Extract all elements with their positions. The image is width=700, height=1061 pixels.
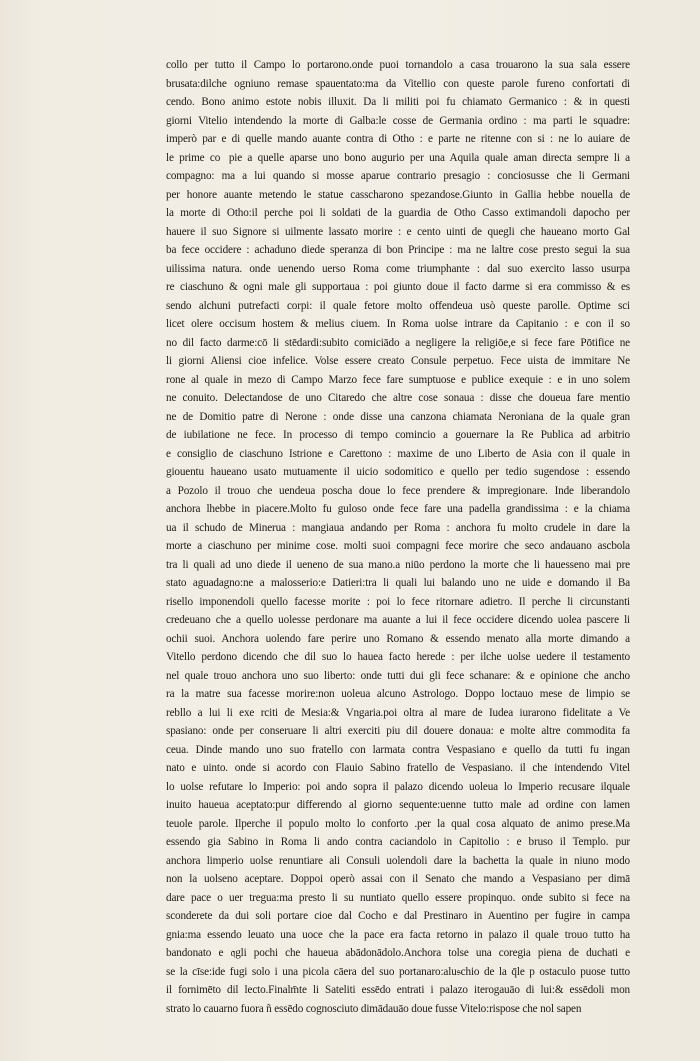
text-line: ne conuito. Delectandose de uno Citaredo che altre cose sonaua : disse che doueua fare mentio [166,392,630,404]
text-line: gnia:ma essendo leuato una uoce che la pace era facta retorno in palazo il quale trouo tutto ha [166,928,630,941]
text-line: giouentu haueano usato mutuamente il uicio sodomitico e quello per tedio sugendose : essendo [166,466,630,478]
text-line: ua il schudo de Minerua : mangiaua andando per Roma : anchora fu molto crudele in dare la [166,521,630,534]
text-line: de iubilatione ne fece. In processo di tempo comincio a gouernare la Re Publica ad arbitrio [166,429,630,441]
text-line: stato aguadagno:ne a malosserio:e Datieri:tra li quali lui balando uno ne uide e domando il Ba [166,577,630,589]
text-line: credeuano che a quello uolesse perdonare ma auante a lui il fece occidere dicendo uolea pascere li [166,614,630,626]
text-line: per honore auante metendo le statue casscharono spezandose.Giunto in Gallia hebbe nouella de [166,188,630,201]
text-line: lo uolse refutare lo Imperio: poi ando sopra il palazo dicendo uoleua lo Imperio recusare ilquale [166,780,630,793]
text-line: rone al quale in mezo di Campo Marzo fece fare sumptuose e publice exequie : e in uno solem [166,373,630,386]
text-line: e consiglio de ciaschuno Istrione e Carettono : maxime de uno Liberto de Asia con il quale in [166,447,630,460]
text-line: inuito haueua aceptato:pur differendo al giorno sequente:uenne tutto male ad ordine con lamen [166,799,630,811]
text-block [166,56,630,1018]
text-line: le prime co᷑pie a quelle aparse uno bono augurio per una Aquila quale aman directa sempre li a [166,151,630,164]
text-line: rebllo a lui li exe rciti de Mesia:& Vngaria.poi oltra al mare de Iudea iurarono fidelitate a Ve [166,706,630,719]
text-line: dare pace o uer tregua:ma presto li su nuntiato quello essere propinquo. onde subito si fece na [166,891,630,904]
text-line: licet olere occisum hostem & melius ciuem. In Roma uolse intrare da Capitanio : e con il so [166,318,630,330]
text-line: non la uolseno aceptare. Doppoi operò assai con il Senato che mando a Vespasiano per dimā [166,873,630,885]
text-line: Vitello perdono dicendo che dil suo lo hauea facto herede : per ilche uolse uedere il testamento [166,651,630,663]
text-line: ne de Domitio patre di Nerone : onde disse una canzona chiamata Neroniana de la quale gran [166,410,630,423]
text-line: collo per tutto il Campo lo portarono.onde puoi tornandolo a casa trouarono la sua sala essere [166,59,630,71]
text-line: risello imponendoli quello facesse morite : poi lo fece ritornare adietro. Il perche li circunstanti [166,595,630,608]
text-line: compagno: ma a lui quando si mosse aparue contrario presagio : conciosusse che li Germani [166,170,630,182]
text-line: ra la matre sua facesse morire:non uoleua alcuno Astrologo. Doppo loctauo mese de limpio se [166,688,630,700]
text-line: spasiano: onde per conseruare li altri exerciti piu dil douere donaua: e molte altre commodita fa [166,725,630,737]
text-line: ceua. Dinde mando uno suo fratello con larmata contra Vespasiano e quello da tutti fu ingan [166,743,630,756]
text-line: anchora lhebbe in piacere.Molto fu guloso onde fece fare una padella grandissima : e la chiama [166,503,630,515]
text-line: essendo gia Sabino in Roma li ando contra caciandolo in Capitolio : e bruso il Templo. pur [166,836,630,848]
text-line: teuole parole. Ilperche il populo molto lo conforto .per la qual cosa alquato de animo prese.Ma [166,817,630,830]
text-line: brusata:dilche ogniuno remase spauentato:ma da Vitellio con queste parole fureno confortati di [166,77,630,90]
text-line: morte a ciaschuno per minime cose. molti suoi compagni fece morire che seco andauano ascbola [166,540,630,552]
text-line: hauere il suo Signore si uilmente lassato morire : e cento uinti de quegli che haueano morto Gal [166,225,630,238]
text-line: imperò par e di quelle mando auante contra di Otho : e parte ne ritenne con si : ne lo auiare de [166,133,630,145]
text-line: il fornimēto dil lecto.Finalm̄te li Sateliti essēdo entrati i palazo iterogauāo di lui:& essēdoli mon [166,984,630,996]
text-line: se la cīse:ide fugi solo i una picola cāera del suo portanaro:alu𝔰chio de la q̄le p ostaculo puose tutto [166,965,630,978]
text-line: re ciaschuno & ogni male gli supportaua : poi giunto doue il facto darme si era commisso & es [166,281,630,293]
text-line: sconderete da dui soli portare cioe dal Cocho e dal Prestinaro in Auentino per fugire in campa [166,910,630,922]
text-line: anchora limperio uolse renuntiare ali Consuli uolendoli dare la bachetta la quale in niuno modo [166,854,630,867]
text-line: uilissima natura. onde uenendo uerso Roma come triumphante : dal suo exercito lasso usurpa [166,262,630,275]
text-line: li giorni Aliensi cioe infelice. Volse essere creato Consule perpetuo. Fece uista de immitare Ne [166,355,630,367]
text-line: bandonato e 𝔮gli pochi che haueua abādonādolo.Anchora tolse una coregia piena de duchati e [166,947,630,959]
text-line: tra li quali ad uno diede il ueneno de sua mano.a niūo perdono la morte che li hauesseno mai pre [166,558,630,571]
text-line: strato lo cauarno fuora ñ essēdo cognosciuto dimādauāo doue fusse Vitelo:rispose che nol sapen [166,1002,582,1015]
text-line: la morte di Otho:il perche poi li soldati de la guardia de Otho Casso extimandoli dapocho per [166,207,630,219]
text-line: giorni Vitelio intendendo la morte di Galba:le cosse de Germania ordino : ma parti le squadre: [166,114,630,127]
text-line: a Pozolo il trouo che uendeua poscha doue lo fece prendere & impregionare. Inde liberandolo [166,484,630,497]
text-line: sendo alchuni putrefacti corpi: il quale fetore molto offendeua usò queste parolle. Optime sci [166,299,630,312]
text-line: cendo. Bono animo estote nobis illuxit. Da li militi poi fu chiamato Germanico : & in questi [166,96,630,108]
text-line: nel quale trouo anchora uno suo liberto: onde tutti dui gli fece schanare: & e opinione che ancho [166,669,630,682]
text-line: ba fece occidere : achaduno diede speranza di bon Principe : ma ne laltre cose presto segui la sua [166,244,630,256]
text-line: no dil facto darme:cō li stēdardi:subito comiciādo a negligere la religiōe,e si fece fare Pōtifice ne [166,336,630,349]
text-line: ochii suoi. Anchora uolendo fare perire uno Romano & essendo menato alla morte dimando a [166,632,630,645]
text-line: nato e uinto. onde si acordo con Flauio Sabino fratello de Vespasiano. il che intendendo Vitel [166,762,630,774]
